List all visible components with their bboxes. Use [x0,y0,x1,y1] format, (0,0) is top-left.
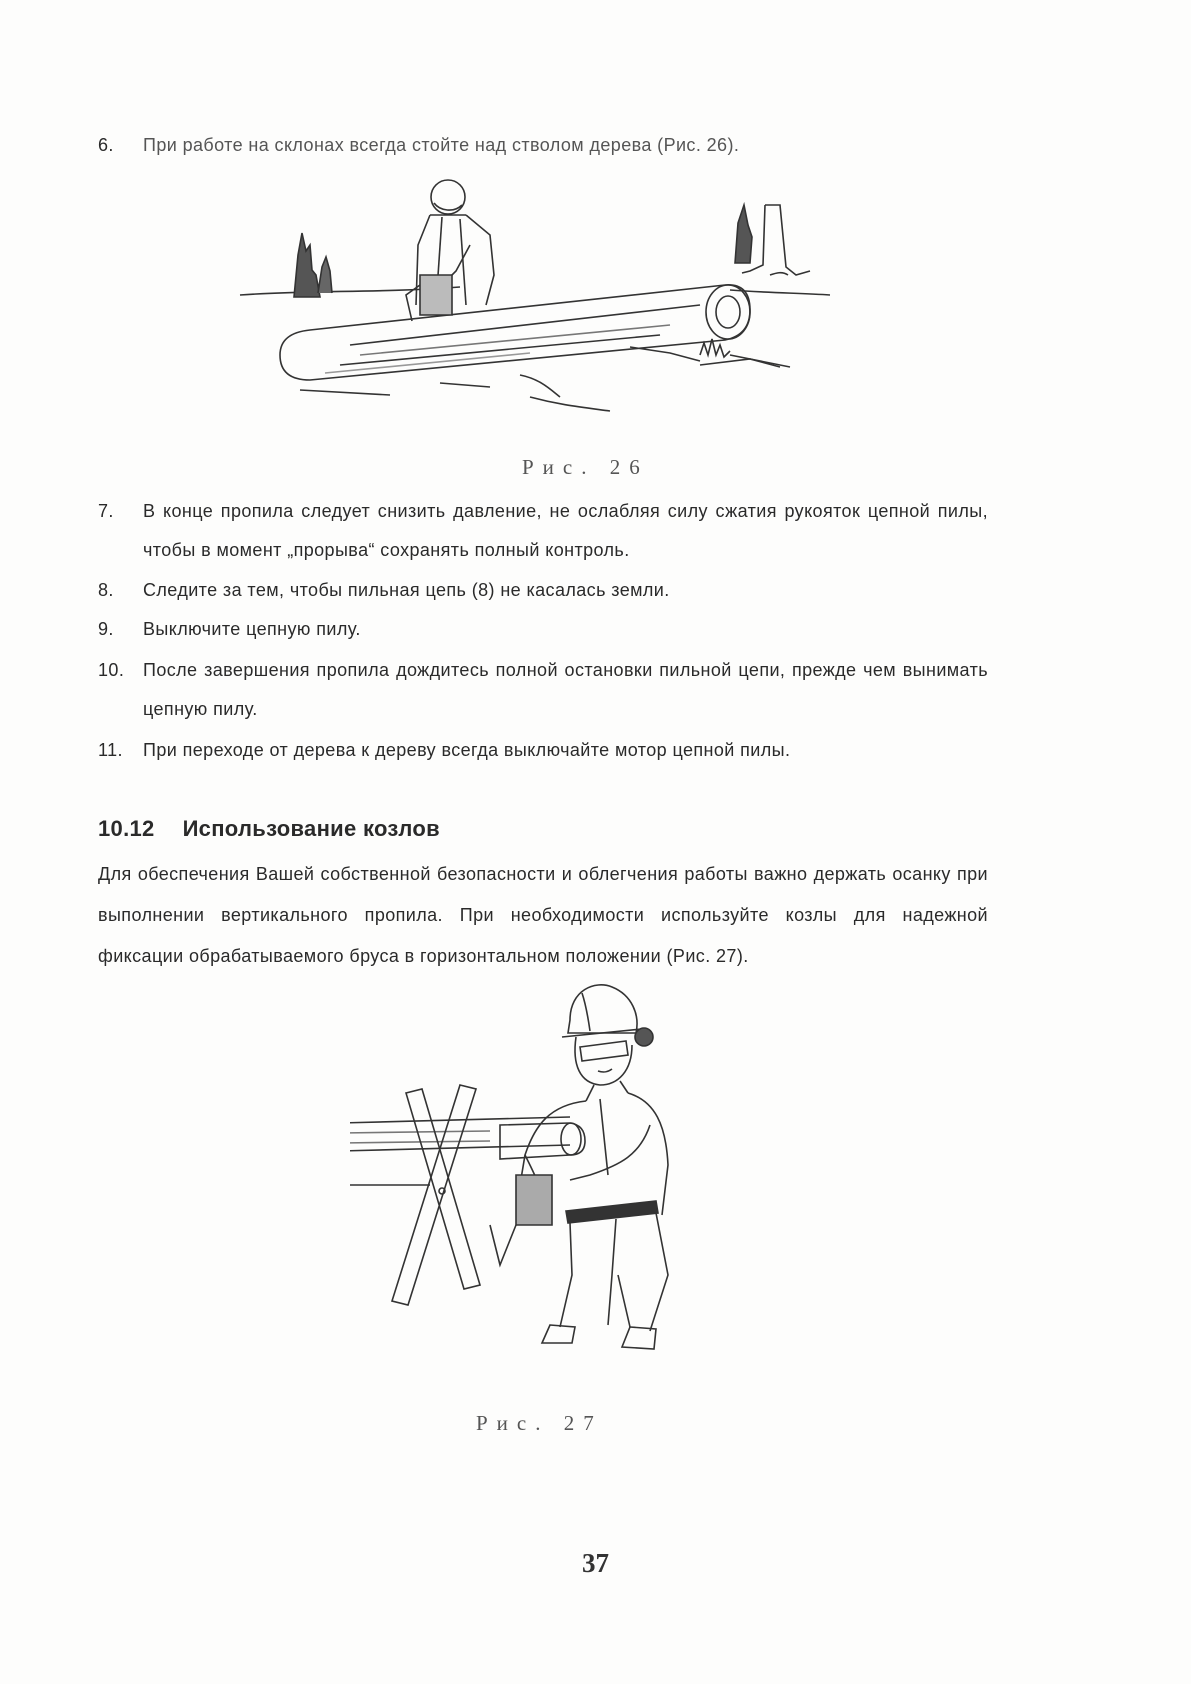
list-item-number: 7. [98,501,114,521]
list-item-text: В конце пропила следует снизить давление, не ослабляя силу сжатия рукояток цепной пилы, чтобы в момент „прорыва“ сохранять полный контроль. [143,501,988,560]
list-item-9 [98,610,988,649]
list-item-8 [98,571,988,610]
section-paragraph: Для обеспечения Вашей собственной безопасности и облегчения работы важно держать осанку при выполнении вертикального пропила. При необходимости используйте козлы для надежной фиксации обрабатываемого бруса в горизонтальном положении (Рис. 27). [98,864,988,966]
section-number: 10.12 [98,816,155,841]
list-item-text: После завершения пропила дождитесь полной остановки пильной цепи, прежде чем вынимать цепную пилу. [143,660,988,719]
list-item-10 [98,651,988,729]
list-item-number: 9. [98,619,114,639]
section-heading [98,816,440,842]
figure-26-caption: Рис. 26 [522,455,649,479]
list-item-text: Выключите цепную пилу. [143,619,361,639]
list-item-text: При переходе от дерева к дереву всегда выключайте мотор цепной пилы. [143,740,791,760]
list-item-6 [98,126,988,165]
list-item-text: Следите за тем, чтобы пильная цепь (8) не касалась земли. [143,580,670,600]
page-number: 37 [582,1548,609,1578]
list-item-11 [98,731,988,770]
list-item-number: 8. [98,580,114,600]
section-title-text: Использование козлов [182,816,440,841]
list-item-number: 11. [98,740,123,760]
list-item-number: 10. [98,660,125,680]
list-item-7 [98,492,988,570]
figure-26-illustration [230,175,850,460]
figure-27-caption: Рис. 27 [476,1411,603,1435]
figure-27-illustration [350,975,690,1415]
list-item-number: 6. [98,135,114,155]
list-item-text: При работе на склонах всегда стойте над стволом дерева (Рис. 26). [143,135,740,155]
